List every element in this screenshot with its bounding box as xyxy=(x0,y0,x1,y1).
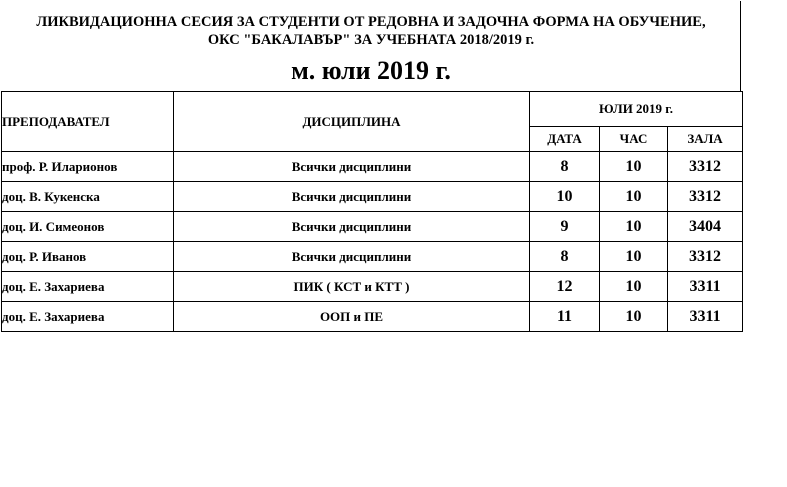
cell-room: 3312 xyxy=(668,182,743,212)
header xyxy=(1,1,741,91)
cell-hour: 10 xyxy=(600,302,668,332)
header-month: ЮЛИ 2019 г. xyxy=(530,92,743,127)
title-month: м. юли 2019 г. xyxy=(291,56,451,85)
cell-discipline: ООП и ПЕ xyxy=(174,302,530,332)
cell-teacher: проф. Р. Иларионов xyxy=(2,152,174,182)
cell-room: 3311 xyxy=(668,302,743,332)
cell-room: 3404 xyxy=(668,212,743,242)
title-line-2: ОКС "БАКАЛАВЪР" ЗА УЧЕБНАТА 2018/2019 г. xyxy=(207,32,535,48)
cell-date: 8 xyxy=(530,242,600,272)
header-teacher: ПРЕПОДАВАТЕЛ xyxy=(2,92,174,152)
cell-date: 11 xyxy=(530,302,600,332)
cell-discipline: Всички дисциплини xyxy=(174,242,530,272)
cell-hour: 10 xyxy=(600,212,668,242)
cell-discipline: ПИК ( КСТ и КТТ ) xyxy=(174,272,530,302)
cell-room: 3312 xyxy=(668,242,743,272)
cell-teacher: доц. Р. Иванов xyxy=(2,242,174,272)
cell-discipline: Всички дисциплини xyxy=(174,212,530,242)
cell-date: 10 xyxy=(530,182,600,212)
schedule-table xyxy=(1,91,743,332)
cell-date: 8 xyxy=(530,152,600,182)
cell-hour: 10 xyxy=(600,152,668,182)
cell-hour: 10 xyxy=(600,242,668,272)
title-line-1: ЛИКВИДАЦИОННА СЕСИЯ ЗА СТУДЕНТИ ОТ РЕДОВНА И ЗАДОЧНА ФОРМА НА ОБУЧЕНИЕ, xyxy=(36,14,706,30)
cell-discipline: Всички дисциплини xyxy=(174,182,530,212)
table-row xyxy=(2,272,743,302)
cell-teacher: доц. Е. Захариева xyxy=(2,272,174,302)
table-row xyxy=(2,152,743,182)
header-room: ЗАЛА xyxy=(668,127,743,152)
cell-date: 9 xyxy=(530,212,600,242)
cell-teacher: доц. И. Симеонов xyxy=(2,212,174,242)
cell-hour: 10 xyxy=(600,182,668,212)
table-row xyxy=(2,242,743,272)
table-row xyxy=(2,302,743,332)
header-discipline: ДИСЦИПЛИНА xyxy=(174,92,530,152)
cell-hour: 10 xyxy=(600,272,668,302)
table-row xyxy=(2,212,743,242)
cell-discipline: Всички дисциплини xyxy=(174,152,530,182)
table-row xyxy=(2,182,743,212)
cell-room: 3311 xyxy=(668,272,743,302)
cell-date: 12 xyxy=(530,272,600,302)
header-hour: ЧАС xyxy=(600,127,668,152)
cell-teacher: доц. В. Кукенска xyxy=(2,182,174,212)
header-date: ДАТА xyxy=(530,127,600,152)
cell-room: 3312 xyxy=(668,152,743,182)
cell-teacher: доц. Е. Захариева xyxy=(2,302,174,332)
